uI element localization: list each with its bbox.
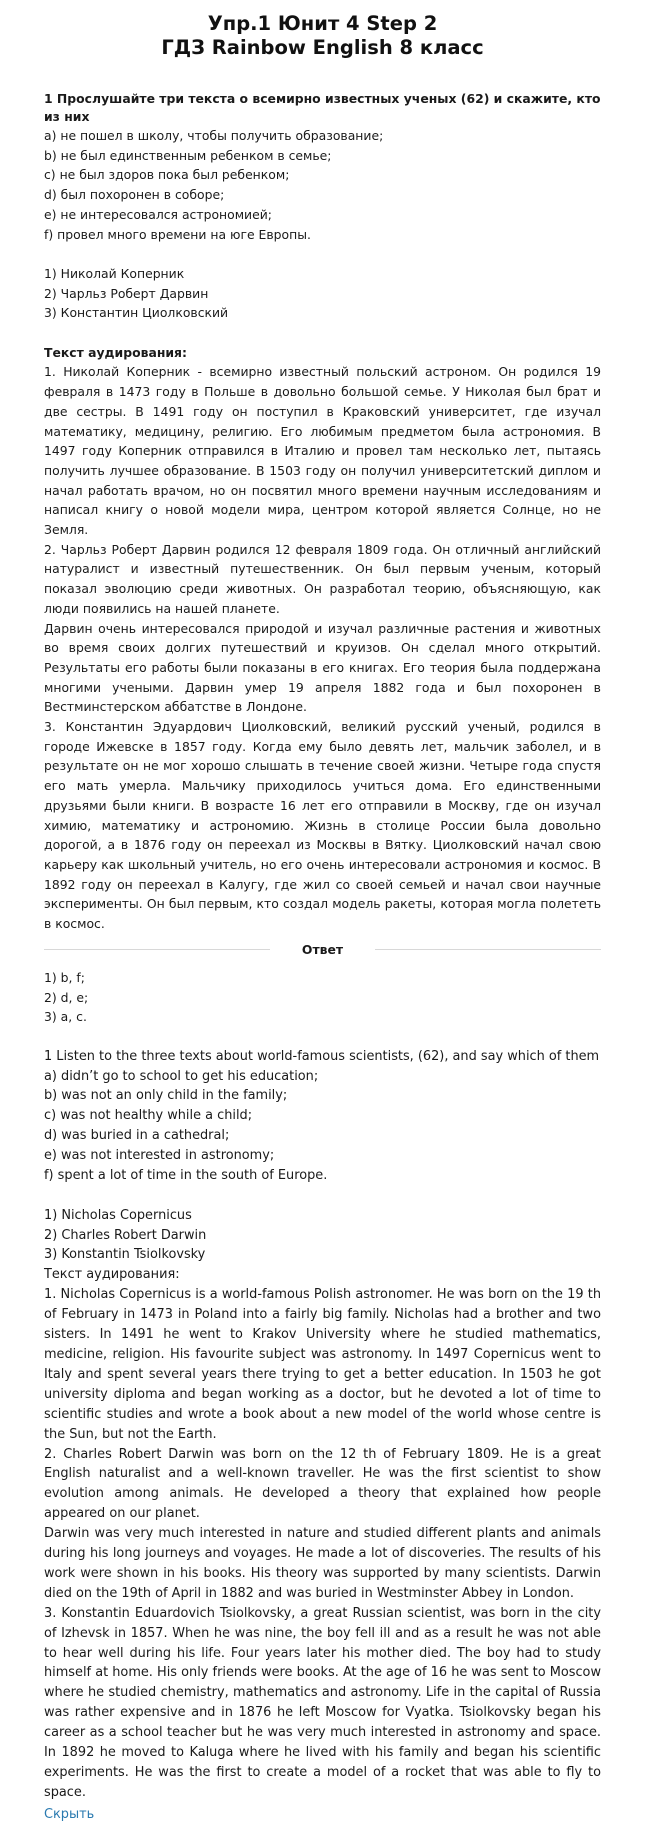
option-b-en: b) was not an only child in the family; <box>44 1088 288 1104</box>
answer-heading: Ответ <box>301 941 344 957</box>
scientist-name-3-en: 3) Konstantin Tsiolkovsky <box>44 1247 206 1263</box>
option-a-ru: a) не пошел в школу, чтобы получить образование; <box>44 128 384 143</box>
option-f-en: f) spent a lot of time in the south of Europe. <box>44 1168 328 1184</box>
task-title-en: 1 Listen to the three texts about world-famous scientists, (62), and say which of them <box>44 1048 600 1064</box>
option-f-ru: f) провел много времени на юге Европы. <box>44 226 311 242</box>
option-c-en: c) was not healthy while a child; <box>44 1108 253 1124</box>
scientist-name-2-ru: 2) Чарльз Роберт Дарвин <box>44 285 209 301</box>
scientist-name-1-ru: 1) Николай Коперник <box>44 265 185 281</box>
paragraph-darwin-2-ru: Дарвин очень интересовался природой и изучал различные растения и животных во время своих долгих путешествий и круизов. Он сделал много открытий. Результаты его работы были показаны в его книгах. Его теория была поддержана многими учеными. Дарвин умер 19 апреля 1882 года и был похоронен в Вестминстерском аббатстве в Лондоне. <box>44 620 601 715</box>
paragraph-darwin-2-en: Darwin was very much interested in nature and studied different plants and animals during his long journeys and voyages. He made a lot of discoveries. The results of his work were shown in his books. His theory was supported by many scientists. Darwin died on the 19th of April in 1882 and was buried in Westminster Abbey in London. <box>44 1526 601 1601</box>
answer-item-2: 2) d, e; <box>44 989 89 1005</box>
answers <box>44 968 601 1027</box>
page-title <box>44 12 601 60</box>
answer-item-3: 3) a, c. <box>44 1009 87 1025</box>
paragraph-copernicus-ru: 1. Николай Коперник - всемирно известный польский астроном. Он родился 19 февраля в 1473 году в Польше в довольно большой семье. У Николая был брат и две сестры. В 1491 году он поступил в Краковский университет, где изучал математику, медицину, религию. Его любимым предметом была астрономия. В 1497 году Коперник отправился в Италию и провел там несколько лет, пытаясь получить лучшее образование. В 1503 году он получил университетский диплом и начал работать врачом, но он посвятил много времени научным исследованиям и написал книгу о новой модели мира, центром которой является Солнце, но не Земля. <box>44 364 601 538</box>
divider-right <box>375 949 601 950</box>
listening-label-en: Текст аудирования: <box>44 1267 180 1283</box>
page-title-line-2: ГДЗ Rainbow English 8 класс <box>161 36 484 59</box>
option-c-ru: c) не был здоров пока был ребенком; <box>44 167 290 183</box>
hide-link[interactable]: Скрыть <box>44 1806 95 1822</box>
paragraph-tsiolkovsky-en: 3. Konstantin Eduardovich Tsiolkovsky, a great Russian scientist, was born in the city of Izhevsk in 1857. When he was nine, the boy fell ill and as a result he was not able to hear well during his life. Four years later his mother died. The boy had to study himself at home. His only friends were books. At the age of 16 he was sent to Moscow where he studied chemistry, mathematics and astronomy. Life in the capital of Russia was rather expensive and in 1876 he left Moscow for Vyatka. Tsiolkovsky began his career as a school teacher but he was very much interested in astronomy and space. In 1892 he moved to Kaluga where he lived with his family and began his scientific experiments. He was the first to create a model of a rocket that was able to fly to space. <box>44 1605 601 1800</box>
option-e-ru: e) не интересовался астрономией; <box>44 206 272 222</box>
option-d-en: d) was buried in a cathedral; <box>44 1128 230 1144</box>
scientist-name-1-en: 1) Nicholas Copernicus <box>44 1207 192 1223</box>
task-english <box>44 1047 601 1803</box>
option-a-en: a) didn’t go to school to get his education; <box>44 1068 319 1084</box>
task-russian <box>44 90 601 934</box>
paragraph-tsiolkovsky-ru: 3. Константин Эдуардович Циолковский, великий русский ученый, родился в городе Ижевске в 1857 году. Когда ему было девять лет, мальчик заболел, и в результате он не мог хорошо слышать в течение своей жизни. Четыре года спустя его мать умерла. Мальчику приходилось учиться дома. Его единственными друзьями были книги. В возрасте 16 лет его отправили в Москву, где он изучал химию, математику и астрономию. Жизнь в столице России была довольно дорогой, а в 1876 году он переехал из Москвы в Вятку. Циолковский начал свою карьеру как школьный учитель, но его очень интересовали астрономия и космос. В 1892 году он переехал в Калугу, где жил со своей семьей и начал свои научные эксперименты. Он был первым, кто создал модель ракеты, которая могла полететь в космос. <box>44 719 601 932</box>
option-d-ru: d) был похоронен в соборе; <box>44 187 225 203</box>
task-title-ru: 1 Прослушайте три текста о всемирно известных ученых (62) и скажите, кто из них <box>44 91 601 124</box>
paragraph-copernicus-en: 1. Nicholas Copernicus is a world-famous Polish astronomer. He was born on the 19 th of February in 1473 in Poland into a fairly big family. Nicholas had a brother and two sisters. In 1491 he went to Krakov University where he studied mathematics, medicine, religion. His favourite subject was astronomy. In 1497 Copernicus went to Italy and spent several years there trying to get a better education. In 1503 he got university diploma and began working as a doctor, but he devoted a lot of time to scientific studies and wrote a book about a new model of the world whose centre is the Sun, but not the Earth. <box>44 1287 601 1442</box>
listening-label-ru: Текст аудирования: <box>44 344 187 360</box>
scientist-name-2-en: 2) Charles Robert Darwin <box>44 1227 207 1243</box>
divider-left <box>44 949 270 950</box>
paragraph-darwin-ru: 2. Чарльз Роберт Дарвин родился 12 февраля 1809 года. Он отличный английский натуралист и известный путешественник. Он был первым ученым, который показал эволюцию среди животных. Он разработал теорию, объясняющую, как люди появились на нашей планете. <box>44 541 601 616</box>
answer-item-1: 1) b, f; <box>44 969 85 985</box>
option-e-en: e) was not interested in astronomy; <box>44 1148 275 1164</box>
answer-divider <box>44 940 601 960</box>
option-b-ru: b) не был единственным ребенком в семье; <box>44 147 332 163</box>
page-title-line-1: Упр.1 Юнит 4 Step 2 <box>207 12 438 35</box>
paragraph-darwin-en: 2. Charles Robert Darwin was born on the 12 th of February 1809. He is a great English naturalist and a well-known traveller. He was the first scientist to show evolution among animals. He developed a theory that explained how people appeared on our planet. <box>44 1446 601 1522</box>
scientist-name-3-ru: 3) Константин Циолковский <box>44 305 229 321</box>
